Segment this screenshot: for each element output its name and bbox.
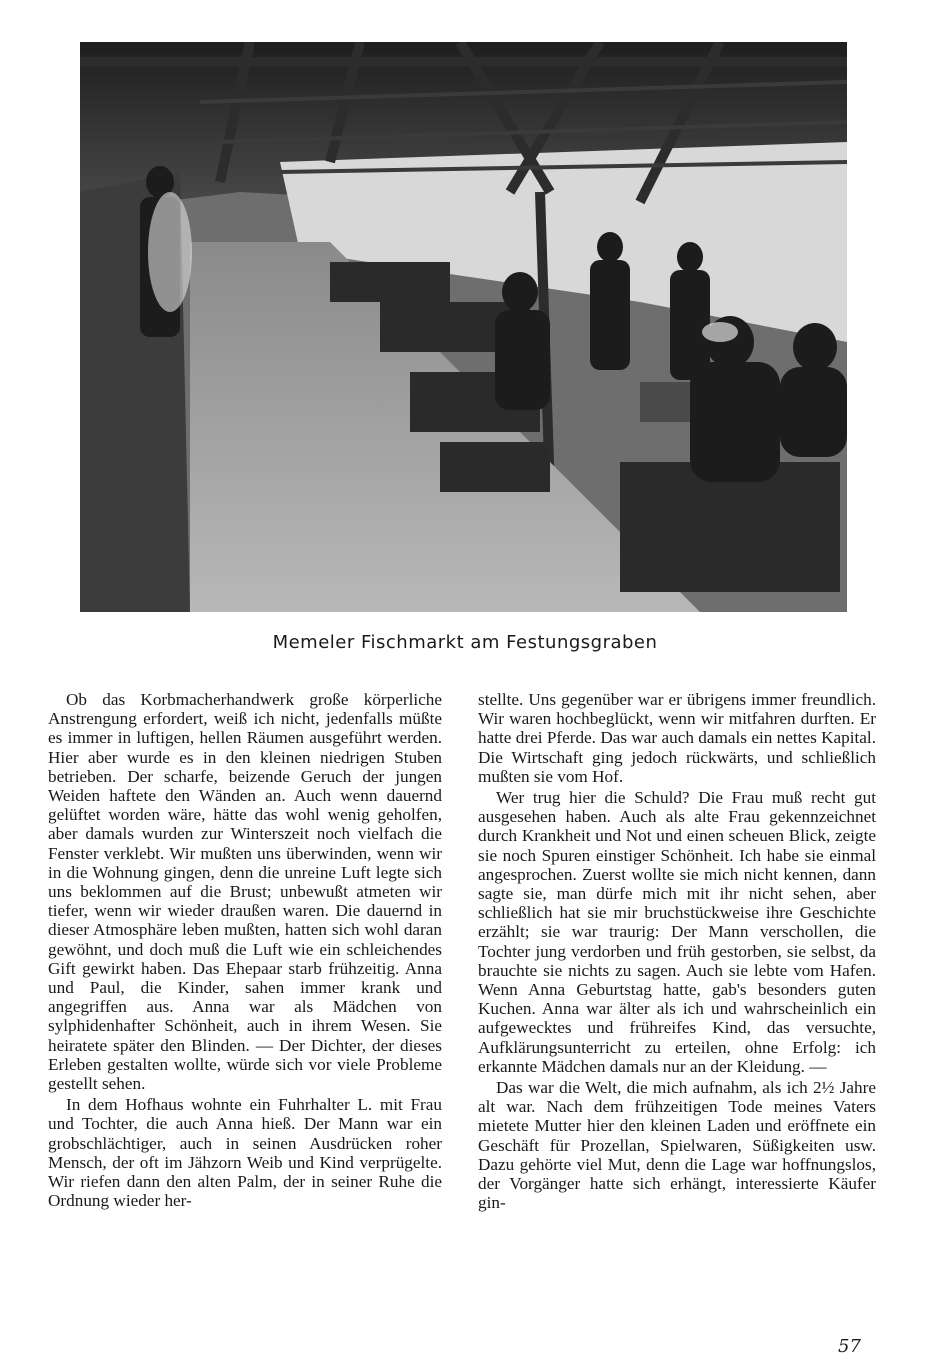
page-number: 57 bbox=[838, 1336, 861, 1357]
paragraph: Wer trug hier die Schuld? Die Frau muß recht gut ausgesehen haben. Auch als alte Frau gekennzeichnet durch Krankheit und Not und einen scheuen Blick, zeigte sie noch Spuren einstiger Schönheit. Ich habe sie einmal angesprochen. Zuerst wollte sie mich nicht kennen, dann sagte sie, man dürfe mich mit ihr nicht sehen, aber schließlich hat sie mir bruchstückweise ihre Geschichte erzählt; sie war traurig: Der Mann verschollen, die Tochter jung verdorben und früh gestorben, sie selbst, da brauchte sie nichts zu sagen. Auch sie lebte vom Hafen. Wenn Anna Geburtstag hatte, gab's besonders guten Kuchen. Anna war älter als ich und wahrscheinlich ein aufgewecktes und frühreifes Kind, das versuchte, Aufklärungsunterricht zu erteilen, ohne Erfolg: ich erkannte Mädchen damals nur an der Kleidung. — bbox=[478, 788, 876, 1076]
market-hall-photo bbox=[80, 42, 847, 612]
text-column-right bbox=[478, 690, 876, 1212]
photo-illustration bbox=[80, 42, 847, 612]
paragraph: Das war die Welt, die mich aufnahm, als ich 2½ Jahre alt war. Nach dem frühzeitigen Tode meines Vaters mietete Mutter hier den kleinen Laden und eröffnete ein Geschäft für Prozellan, Spielwaren, Süßigkeiten usw. Dazu gehörte viel Mut, denn die Lage war hoffnungslos, der Vorgänger hatte sich erhängt, interessierte Käufer gin- bbox=[478, 1078, 876, 1213]
text-column-left bbox=[48, 690, 442, 1210]
photo-caption: Memeler Fischmarkt am Festungsgraben bbox=[272, 632, 658, 653]
paragraph: Ob das Korbmacherhandwerk große körperliche Anstrengung erfordert, weiß ich nicht, jedenfalls müßte es immer in luftigen, hellen Räumen ausgeführt werden. Hier aber wurde es in den kleinen niedrigen Stuben betrieben. Der scharfe, beizende Geruch der jungen Weiden haftete den Wänden an. Auch wenn dauernd gelüftet worden wäre, hätte das wohl wenig geholfen, aber damals wurden zur Winterszeit noch vielfach die Fenster verklebt. Wir mußten uns überwinden, wenn wir in die Wohnung gingen, denn die unreine Luft legte sich uns beklommen auf die Brust; unbewußt atmeten wir tiefer, wenn wir wieder draußen waren. Die dauernd in dieser Atmosphäre leben mußten, hatten sich wohl daran gewöhnt, und doch muß die Luft wie ein schleichendes Gift gewirkt haben. Das Ehepaar starb frühzeitig. Anna und Paul, die Kinder, sahen immer krank und angegriffen aus. Anna war als Mädchen von sylphidenhafter Schönheit, auch in ihrem Wesen. Sie heiratete später den Blinden. — Der Dichter, der dieses Erleben gestalten wollte, würde sich vor viele Probleme gestellt sehen. bbox=[48, 690, 442, 1094]
paragraph: stellte. Uns gegenüber war er übrigens immer freundlich. Wir waren hochbeglückt, wenn wir mitfahren durften. Er hatte drei Pferde. Das war auch damals ein nettes Kapital. Die Wirtschaft ging jedoch rückwärts, und schließlich mußten sie vom Hof. bbox=[478, 690, 876, 786]
paragraph: In dem Hofhaus wohnte ein Fuhrhalter L. mit Frau und Tochter, die auch Anna hieß. Der Mann war ein grobschlächtiger, auch in seinen Ausdrücken roher Mensch, der oft im Jähzorn Weib und Kind verprügelte. Wir riefen dann den alten Palm, der in seiner Ruhe die Ordnung wieder her- bbox=[48, 1095, 442, 1211]
